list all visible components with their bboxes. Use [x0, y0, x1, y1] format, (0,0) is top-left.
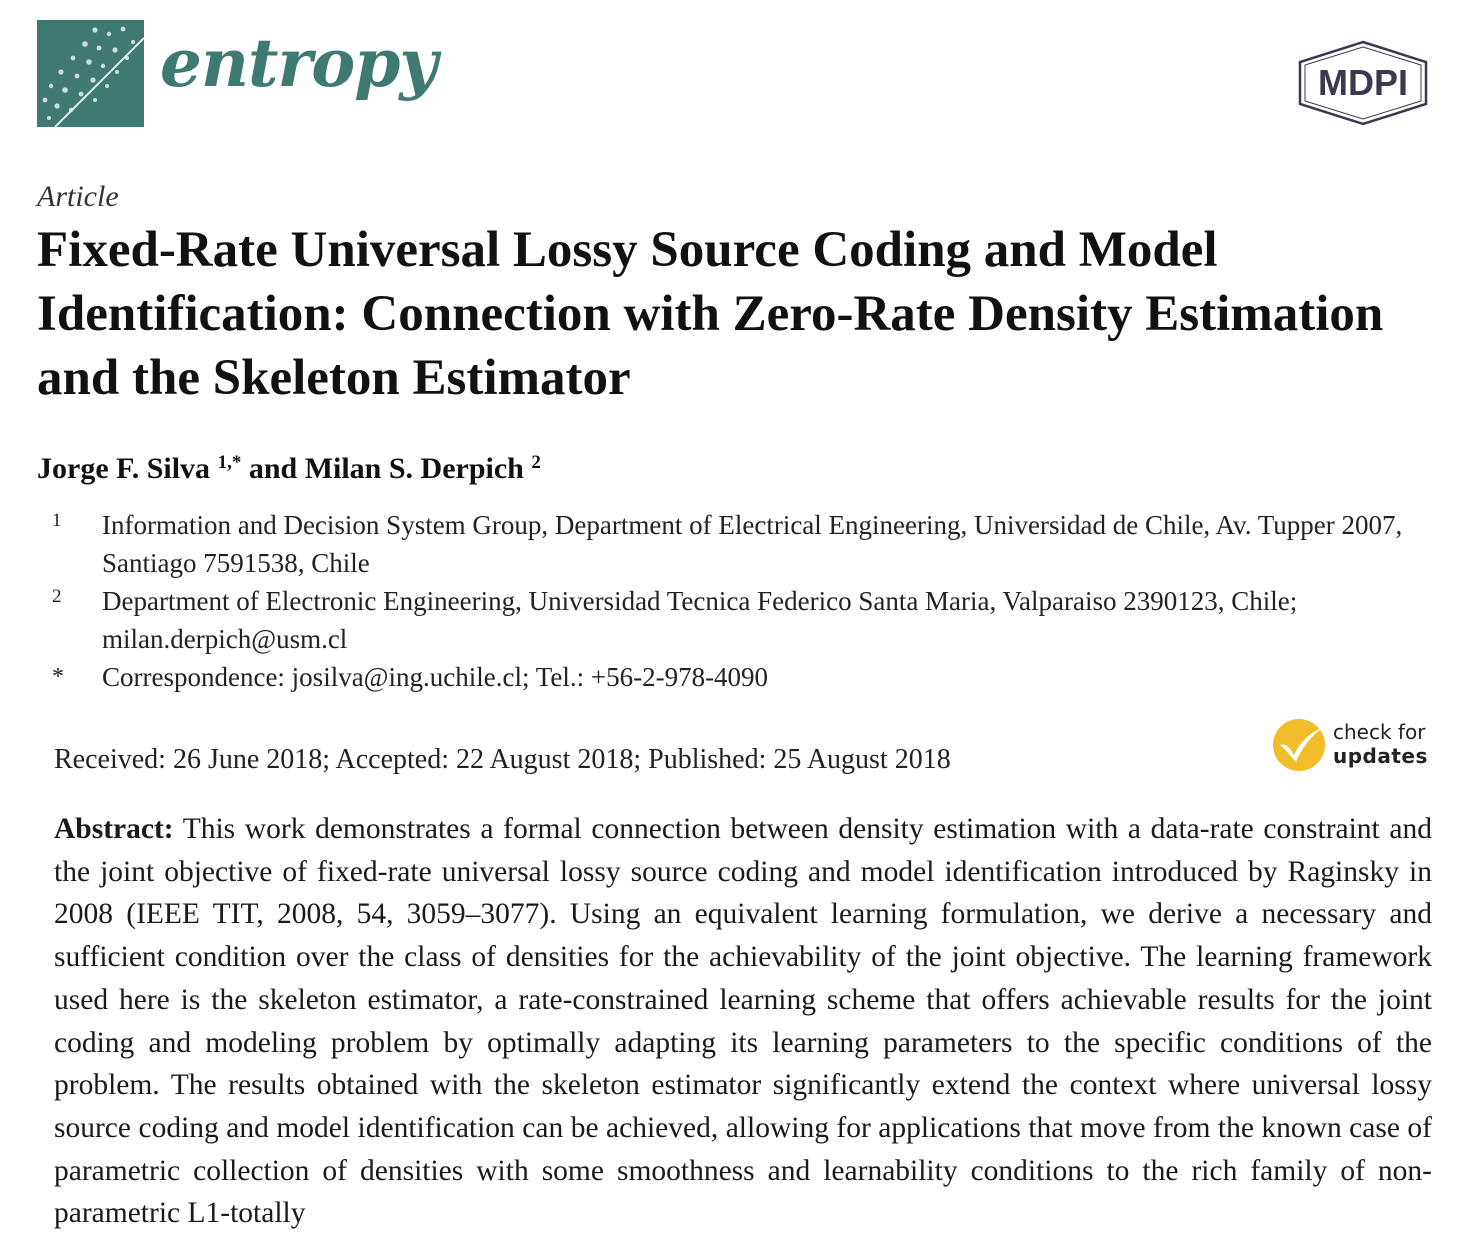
- journal-name: entropy: [160, 24, 437, 102]
- affiliation-text: Information and Decision System Group, Department of Electrical Engineering, Universidad de Chile, Av. Tupper 2007, Santiago 7591538, Chile: [102, 510, 1403, 578]
- abstract: [54, 808, 1432, 1235]
- affiliation-list: [52, 506, 1447, 696]
- correspondence-text: Correspondence: josilva@ing.uchile.cl; Tel.: +56-2-978-4090: [102, 662, 769, 692]
- article-type: Article: [37, 180, 119, 213]
- affiliation-mark: 2: [52, 586, 62, 607]
- publisher-name: MDPI: [1318, 62, 1408, 103]
- author-name: Milan S. Derpich: [304, 452, 524, 485]
- affiliation-text: Department of Electronic Engineering, Universidad Tecnica Federico Santa Maria, Valparaiso 2390123, Chile; milan.derpich@usm.cl: [102, 586, 1298, 654]
- abstract-text: This work demonstrates a formal connection between density estimation with a data-rate constraint and the joint objective of fixed-rate universal lossy source coding and model identification introduced by Raginsky in 2008 (IEEE TIT, 2008, 54, 3059–3077). Using an equivalent learning formulation, we derive a necessary and sufficient condition over the class of densities for the achievability of the joint objective. The learning framework used here is the skeleton estimator, a rate-constrained learning scheme that offers achievable results for the joint coding and modeling problem by optimally adapting its learning parameters to the specific conditions of the problem. The results obtained with the skeleton estimator significantly extend the context where universal lossy source coding and model identification can be achieved, allowing for applications that move from the known case of parametric collection of densities with some smoothness and learnability conditions to the rich family of non-parametric L1-totally: [54, 813, 1432, 1230]
- abstract-label: Abstract:: [54, 813, 174, 845]
- publication-dates: Received: 26 June 2018; Accepted: 22 August 2018; Published: 25 August 2018: [54, 744, 951, 775]
- affiliation-item: [52, 658, 1447, 696]
- check-updates-label-bold: updates: [1333, 744, 1428, 768]
- affiliation-item: [52, 582, 1447, 658]
- affiliation-mark: 1: [52, 510, 62, 531]
- check-for-updates-button[interactable]: [1272, 716, 1442, 776]
- author-name: Jorge F. Silva: [37, 452, 211, 485]
- affiliation-item: [52, 506, 1447, 582]
- checkmark-icon: [1272, 718, 1326, 772]
- author-affiliation-mark: 1,*: [217, 452, 242, 473]
- author-list: [37, 452, 541, 486]
- affiliation-mark: *: [52, 664, 64, 690]
- journal-logo: [37, 20, 144, 127]
- check-updates-label: check for: [1333, 720, 1426, 744]
- paper-title: Fixed-Rate Universal Lossy Source Coding and Model Identification: Connection with Zero-Rate Density Estimation and the Skeleton Estimator: [37, 222, 1384, 406]
- author-joiner: and: [241, 452, 305, 485]
- author-affiliation-mark: 2: [531, 452, 541, 473]
